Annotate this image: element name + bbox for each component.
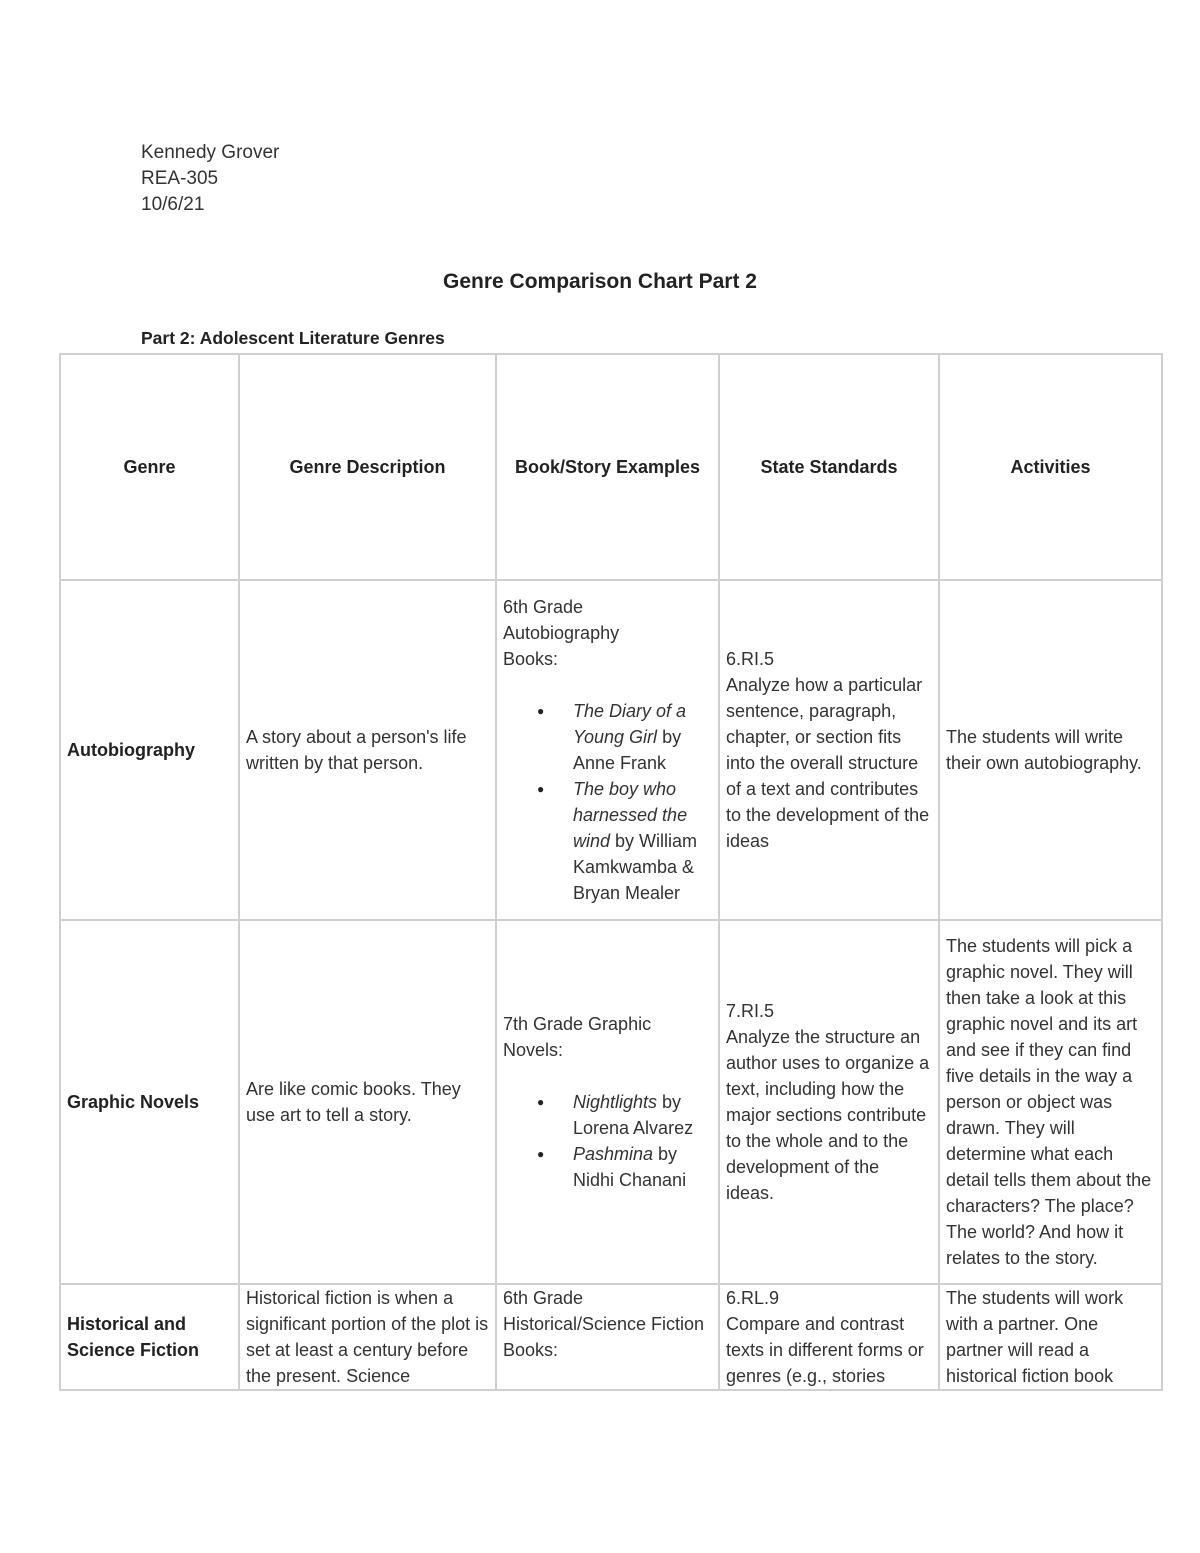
books-cell	[496, 1284, 719, 1390]
standard-block	[726, 1285, 932, 1389]
standards-cell	[719, 1284, 939, 1390]
book-list-item	[573, 776, 712, 906]
book-title: Pashmina	[573, 1144, 654, 1164]
table-header-row	[60, 354, 1162, 580]
book-author: by Nidhi Chanani	[573, 1144, 687, 1190]
books-intro: 7th Grade Graphic Novels:	[503, 1014, 652, 1060]
genre-cell	[60, 1284, 239, 1390]
books-intro: 6th Grade Historical/Science Fiction Books:	[503, 1288, 705, 1360]
genre-name: Autobiography	[67, 740, 195, 760]
description-cell: Are like comic books. They use art to tell a story.	[239, 920, 496, 1284]
column-header-standards: State Standards	[719, 354, 939, 580]
column-header-books: Book/Story Examples	[496, 354, 719, 580]
column-header-genre: Genre	[60, 354, 239, 580]
activity-cell: The students will write their own autobiography.	[939, 580, 1162, 920]
activity-text: The students will work with a partner. One partner will read a historical fiction book	[946, 1288, 1124, 1386]
column-header-activities: Activities	[939, 354, 1162, 580]
book-author: by William Kamkwamba & Bryan Mealer	[573, 831, 698, 903]
book-list-item	[573, 698, 712, 776]
genre-comparison-table	[59, 353, 1163, 1391]
book-title: The boy who harnessed the wind	[573, 779, 688, 851]
activity-cell	[939, 1284, 1162, 1390]
document-title: Genre Comparison Chart Part 2	[443, 270, 757, 293]
book-list-item	[573, 1141, 712, 1193]
book-title: The Diary of a Young Girl	[573, 701, 687, 747]
genre-cell	[60, 580, 239, 920]
table-row	[60, 580, 1162, 920]
course-code: REA-305	[141, 168, 219, 189]
standards-cell	[719, 920, 939, 1284]
activity-cell: The students will pick a graphic novel. They will then take a look at this graphic novel and its art and see if they can find five details in the way a person or object was drawn. They will determine what each detail tells them about the characters? The place? The world? And how it relates to the story.	[939, 920, 1162, 1284]
book-author: by Lorena Alvarez	[573, 1092, 694, 1138]
books-cell	[496, 920, 719, 1284]
books-cell	[496, 580, 719, 920]
table-row	[60, 1284, 1162, 1390]
standard-text: Analyze how a particular sentence, paragraph, chapter, or section fits into the overall structure of a text and contributes to the development of the ideas	[726, 675, 930, 851]
column-header-description: Genre Description	[239, 354, 496, 580]
table-row	[60, 920, 1162, 1284]
books-intro: 6th Grade Autobiography Books:	[503, 597, 620, 669]
standard-text: Analyze the structure an author uses to organize a text, including how the major sections contribute to the whole and to the development of the ideas.	[726, 1027, 930, 1203]
standards-cell	[719, 580, 939, 920]
book-author: by Anne Frank	[573, 727, 682, 773]
date: 10/6/21	[141, 194, 205, 215]
standard-code: 6.RL.9	[726, 1288, 780, 1308]
author-info	[141, 140, 279, 218]
standard-code: 7.RI.5	[726, 1001, 775, 1021]
standard-code: 6.RI.5	[726, 649, 775, 669]
genre-name: Graphic Novels	[67, 1092, 200, 1112]
section-heading: Part 2: Adolescent Literature Genres	[141, 328, 445, 348]
description-text: Historical fiction is when a significant portion of the plot is set at least a century before the present. Science	[246, 1288, 489, 1386]
author-name: Kennedy Grover	[141, 142, 280, 163]
description-cell: A story about a person's life written by that person.	[239, 580, 496, 920]
book-list-item	[573, 1089, 712, 1141]
standard-text: Compare and contrast texts in different forms or genres (e.g., stories	[726, 1314, 924, 1386]
book-list	[503, 1089, 712, 1193]
genre-name: Historical and Science Fiction	[67, 1314, 200, 1360]
book-list	[503, 698, 712, 906]
book-title: Nightlights	[573, 1092, 658, 1112]
genre-cell	[60, 920, 239, 1284]
description-cell	[239, 1284, 496, 1390]
